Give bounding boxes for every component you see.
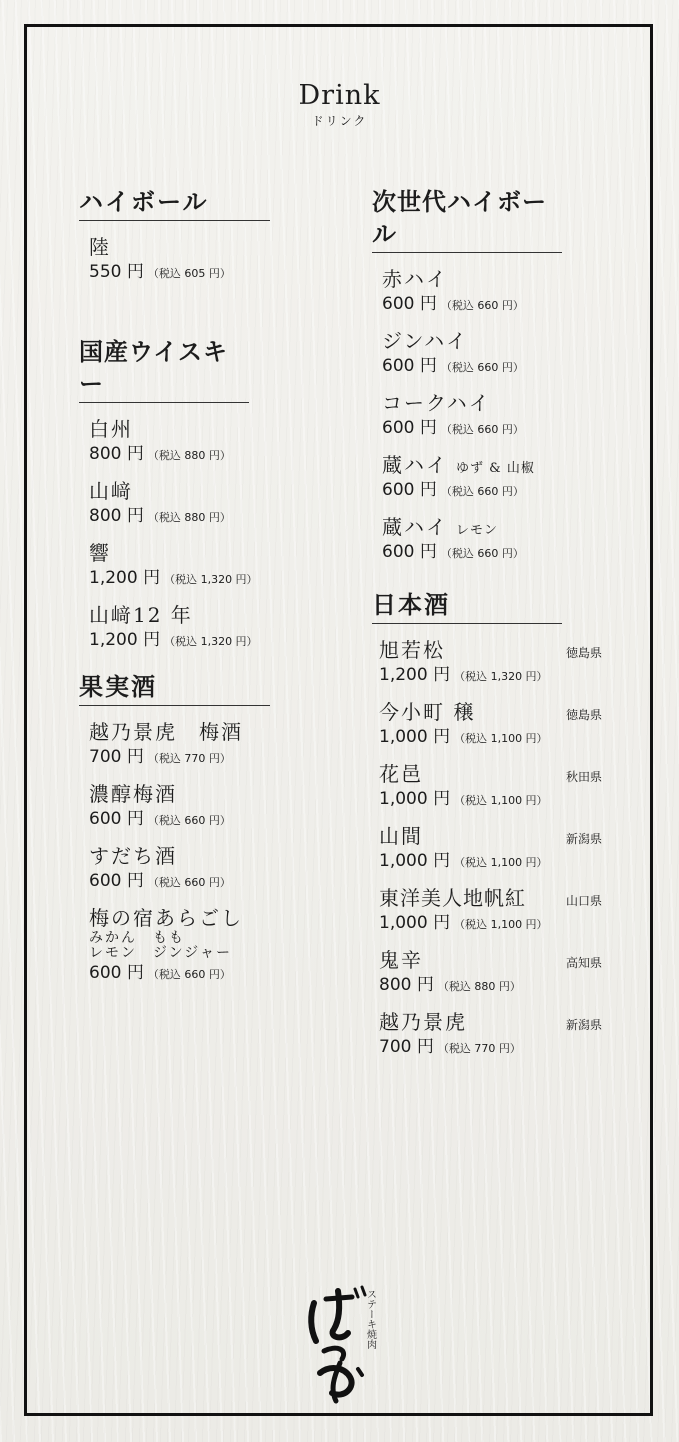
item-price: 1,200 円 [89, 568, 161, 588]
list-item [89, 540, 270, 592]
list-item [89, 478, 270, 530]
item-name: 響 [89, 541, 111, 565]
item-name: 梅の宿あらごし [89, 906, 243, 930]
item-price: 1,000 円 [379, 789, 451, 809]
section-domestic-whisky [79, 336, 270, 654]
restaurant-logo [300, 1285, 390, 1405]
item-region: 高知県 [565, 956, 602, 970]
list-item [379, 699, 602, 751]
item-name: 蔵ハイ [382, 515, 448, 539]
item-name: 東洋美人地帆紅 [379, 886, 526, 910]
list-item [382, 266, 602, 318]
section-title: 日本酒 [372, 589, 562, 624]
item-price: 1,000 円 [379, 727, 451, 747]
item-tax-price: （税込 1,100 円） [454, 856, 548, 869]
item-name: 山﨑12 年 [89, 603, 193, 627]
item-price: 1,000 円 [379, 851, 451, 871]
item-name: 越乃景虎 梅酒 [89, 720, 243, 744]
list-item [89, 234, 270, 286]
section-title: 国産ウイスキー [79, 336, 249, 403]
item-price: 600 円 [89, 871, 144, 891]
item-tax-price: （税込 880 円） [147, 511, 231, 524]
item-price: 600 円 [382, 480, 437, 500]
section-title: 次世代ハイボール [372, 186, 562, 253]
item-name: 山間 [379, 824, 423, 848]
list-item [89, 781, 270, 833]
item-name: 濃醇梅酒 [89, 782, 177, 806]
section-title: ハイボール [79, 186, 270, 221]
item-tax-price: （税込 660 円） [440, 547, 524, 560]
item-tax-price: （税込 1,100 円） [454, 732, 548, 745]
item-tax-price: （税込 660 円） [440, 361, 524, 374]
item-price: 600 円 [89, 809, 144, 829]
list-item [382, 452, 602, 504]
item-tax-price: （税込 770 円） [147, 752, 231, 765]
item-name: 陸 [89, 235, 111, 259]
item-tax-price: （税込 1,320 円） [164, 635, 258, 648]
item-region: 徳島県 [565, 708, 602, 722]
list-item [89, 905, 270, 987]
item-name: 赤ハイ [382, 267, 448, 291]
item-price: 600 円 [89, 963, 144, 983]
item-price: 700 円 [379, 1037, 434, 1057]
item-tax-price: （税込 880 円） [437, 980, 521, 993]
item-price: 700 円 [89, 747, 144, 767]
list-item [379, 761, 602, 813]
item-name: 越乃景虎 [379, 1010, 467, 1034]
list-item [379, 947, 602, 999]
item-price: 600 円 [382, 294, 437, 314]
item-name: ジンハイ [382, 329, 469, 353]
item-tax-price: （税込 770 円） [437, 1042, 521, 1055]
item-variant-line: みかん もも [89, 930, 185, 946]
item-flavor: ゆず & 山椒 [456, 461, 535, 476]
section-highball [79, 186, 270, 286]
list-item [89, 843, 270, 895]
list-item [89, 416, 270, 468]
item-name: 蔵ハイ [382, 453, 448, 477]
item-name: 今小町 穣 [379, 700, 476, 724]
item-tax-price: （税込 660 円） [440, 485, 524, 498]
page-subtitle: ドリンク [311, 114, 368, 128]
list-item [89, 719, 270, 771]
logo-tagline: ステーキ焼肉 [364, 1289, 376, 1349]
item-price: 1,200 円 [379, 665, 451, 685]
item-flavor: レモン [456, 523, 499, 538]
section-title: 果実酒 [79, 671, 270, 706]
section-sake [372, 589, 602, 1061]
item-price: 1,200 円 [89, 630, 161, 650]
list-item [379, 637, 602, 689]
item-name: 旭若松 [379, 638, 445, 662]
item-tax-price: （税込 1,100 円） [454, 918, 548, 931]
item-tax-price: （税込 660 円） [147, 968, 231, 981]
item-tax-price: （税込 880 円） [147, 449, 231, 462]
item-name: 白州 [89, 417, 133, 441]
item-tax-price: （税込 1,100 円） [454, 794, 548, 807]
list-item [382, 390, 602, 442]
list-item [382, 514, 602, 566]
item-region: 徳島県 [565, 646, 602, 660]
logo-brush-mark [311, 1287, 365, 1401]
item-price: 1,000 円 [379, 913, 451, 933]
section-next-highball [372, 186, 602, 566]
item-price: 600 円 [382, 418, 437, 438]
item-region: 新潟県 [565, 832, 602, 846]
item-price: 550 円 [89, 262, 144, 282]
item-tax-price: （税込 660 円） [440, 299, 524, 312]
list-item [89, 602, 270, 654]
item-price: 600 円 [382, 542, 437, 562]
item-tax-price: （税込 660 円） [147, 814, 231, 827]
item-tax-price: （税込 1,320 円） [164, 573, 258, 586]
list-item [379, 823, 602, 875]
item-name: コークハイ [382, 391, 491, 415]
item-name: 鬼辛 [379, 948, 423, 972]
section-fruit-liquor [79, 671, 270, 987]
item-name: 花邑 [379, 762, 423, 786]
item-tax-price: （税込 660 円） [147, 876, 231, 889]
item-name: 山﨑 [89, 479, 133, 503]
item-region: 秋田県 [565, 770, 602, 784]
item-tax-price: （税込 660 円） [440, 423, 524, 436]
item-region: 山口県 [565, 894, 602, 908]
item-price: 600 円 [382, 356, 437, 376]
item-region: 新潟県 [565, 1018, 602, 1032]
list-item [379, 1009, 602, 1061]
list-item [382, 328, 602, 380]
item-price: 800 円 [89, 444, 144, 464]
item-tax-price: （税込 1,320 円） [454, 670, 548, 683]
item-price: 800 円 [89, 506, 144, 526]
list-item [379, 885, 602, 937]
item-name: すだち酒 [89, 844, 177, 868]
page-title: Drink [298, 80, 381, 111]
item-tax-price: （税込 605 円） [147, 267, 231, 280]
item-price: 800 円 [379, 975, 434, 995]
item-variant-line: レモン ジンジャー [89, 945, 233, 961]
